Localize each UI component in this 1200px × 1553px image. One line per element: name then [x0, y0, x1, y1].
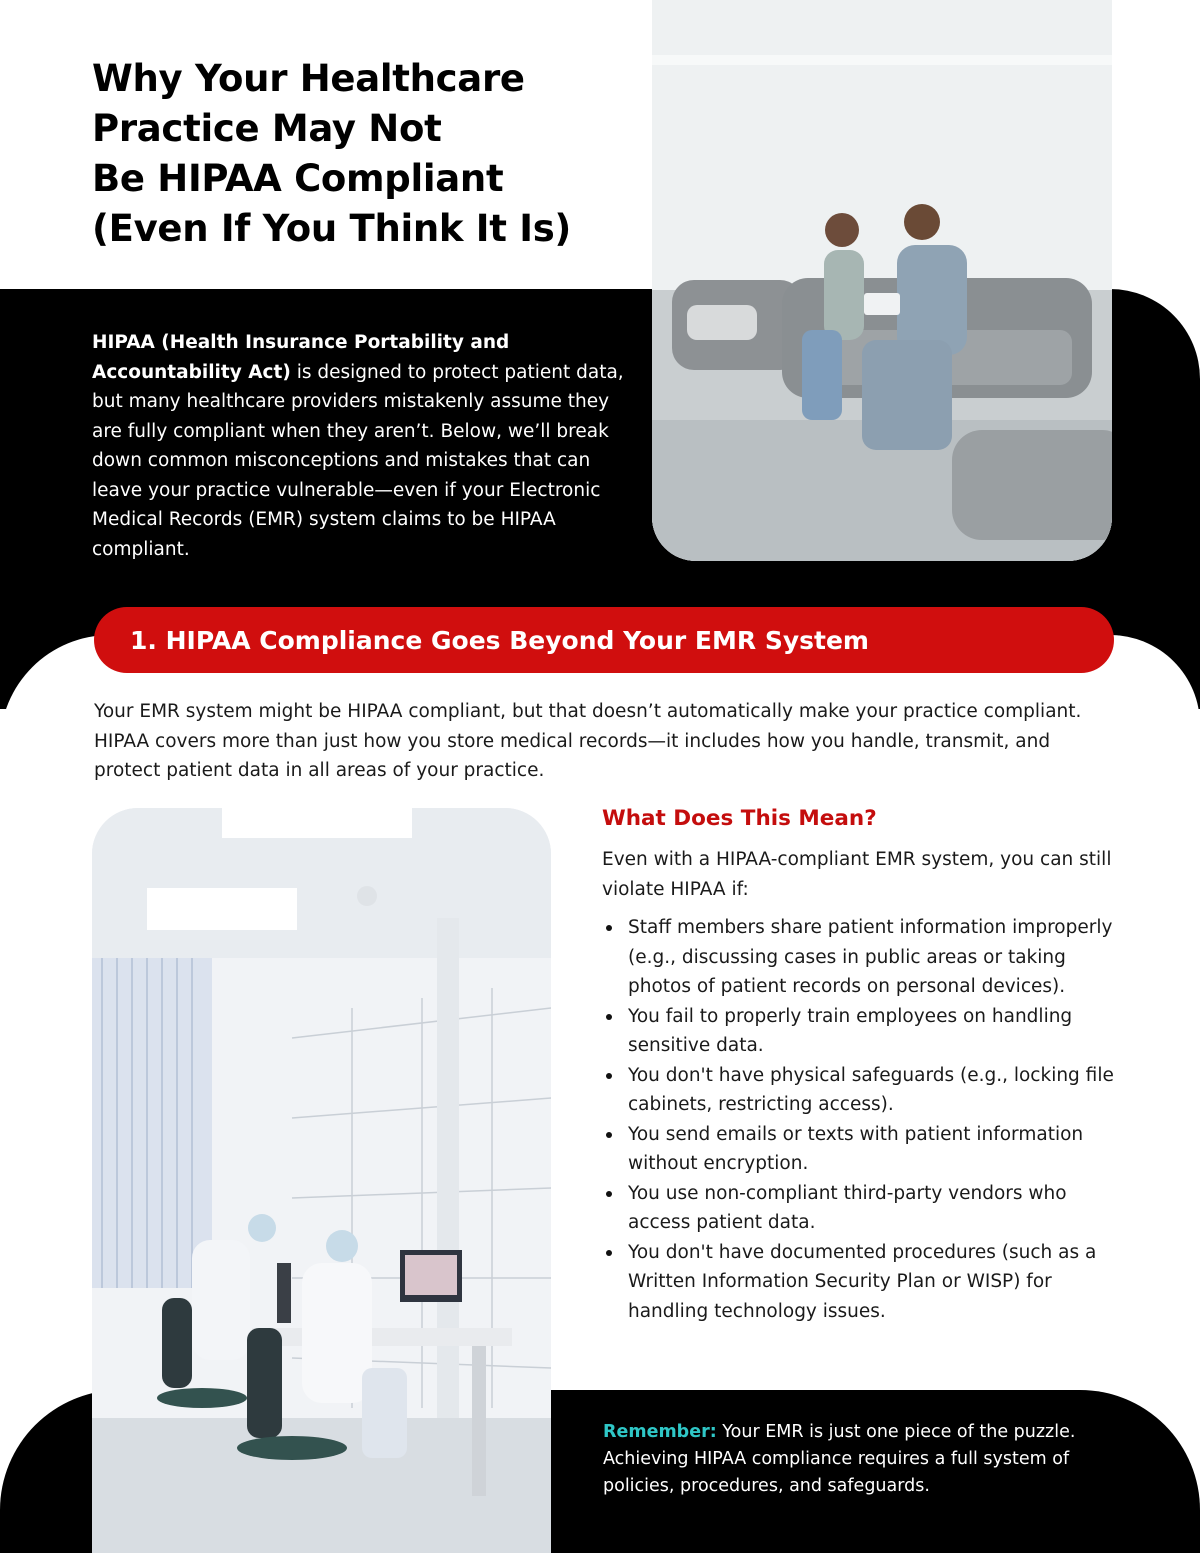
list-item: Staff members share patient information improperly (e.g., discussing cases in public areas or taking photos of patient records on personal devices).: [602, 913, 1132, 1002]
remember-text: Your EMR is just one piece of the puzzle. Achieving HIPAA compliance requires a full system of policies, procedures, and safeguards.: [603, 1422, 1076, 1496]
list-item: You don't have documented procedures (such as a Written Information Security Plan or WISP) for handling technology issues.: [602, 1238, 1132, 1327]
title-line: Be HIPAA Compliant: [92, 157, 504, 200]
subheading: What Does This Mean?: [602, 806, 877, 831]
intro-bold: HIPAA (Health Insurance Portability and Accountability Act): [92, 332, 510, 383]
intro-paragraph: [92, 328, 637, 564]
list-item: You use non-compliant third-party vendors who access patient data.: [602, 1179, 1132, 1238]
intro-text: is designed to protect patient data, but many healthcare providers mistakenly assume they are fully compliant when they aren’t. Below, we’ll break down common misconceptions and mistakes that can leave your practice vulnerable—even if your Electronic Medical Records (EMR) system claims to be HIPAA compliant.: [92, 361, 624, 560]
lead-text: Even with a HIPAA-compliant EMR system, you can still violate HIPAA if:: [602, 849, 1112, 900]
title-line: (Even If You Think It Is): [92, 207, 572, 250]
remember-label: Remember:: [603, 1422, 717, 1442]
list-item: You fail to properly train employees on handling sensitive data.: [602, 1002, 1132, 1061]
section-title: 1. HIPAA Compliance Goes Beyond Your EMR System: [130, 625, 869, 655]
remember-callout: [603, 1419, 1123, 1500]
section-header: [94, 607, 1114, 673]
title-line: Practice May Not: [92, 107, 442, 150]
lab-photo: [92, 808, 551, 1553]
title-line: Why Your Healthcare: [92, 57, 525, 100]
waiting-room-photo: [652, 0, 1112, 561]
list-item: You don't have physical safeguards (e.g., locking file cabinets, restricting access).: [602, 1061, 1132, 1120]
violations-list: [602, 913, 1132, 1326]
section-body: Your EMR system might be HIPAA compliant, but that doesn’t automatically make your practice compliant. HIPAA covers more than just how you store medical records—it includes how you handle, transmit, and protect patient data in all areas of your practice.: [94, 701, 1082, 781]
list-item: You send emails or texts with patient information without encryption.: [602, 1120, 1132, 1179]
page-title: [92, 54, 652, 254]
